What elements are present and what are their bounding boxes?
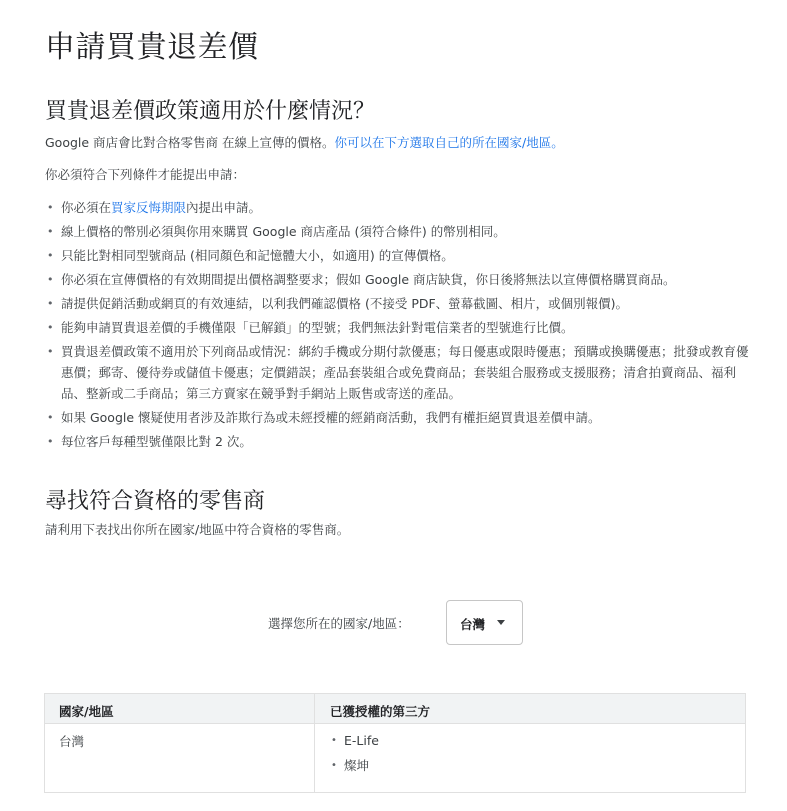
policy-intro xyxy=(45,134,745,152)
policy-intro-text: Google 商店會比對合格零售商 在線上宣傳的價格。 xyxy=(45,135,335,150)
condition-item xyxy=(45,293,755,314)
condition-text: 買貴退差價政策不適用於下列商品或情況：綁約手機或分期付款優惠；每日優惠或限時優惠；預購或換購優惠；批發或教育優惠價；郵寄、優待券或儲值卡優惠；定價錯誤；產品套裝組合或免費商品；套裝組合服務或支援服務；清倉拍賣商品、福利品、整新或二手商品；第三方賣家在競爭對手網站上販售或寄送的產品。 xyxy=(61,344,749,401)
condition-text: 只能比對相同型號商品 (相同顏色和記憶體大小，如適用) 的宣傳價格。 xyxy=(61,248,454,263)
caret-down-icon xyxy=(497,620,505,625)
column-divider xyxy=(314,694,315,792)
return-window-link[interactable]: 買家反悔期限 xyxy=(111,200,187,215)
retailers-heading: 尋找符合資格的零售商 xyxy=(45,489,266,514)
condition-item xyxy=(45,197,755,218)
column-header-country: 國家/地區 xyxy=(59,704,114,719)
country-dropdown[interactable] xyxy=(446,600,523,645)
condition-text: 內提出申請。 xyxy=(186,200,262,215)
country-selector-row xyxy=(0,600,787,646)
condition-item xyxy=(45,341,755,404)
condition-text: 你必須在 xyxy=(61,200,112,215)
column-header-dealers: 已獲授權的第三方 xyxy=(330,704,431,719)
table-cell-country: 台灣 xyxy=(59,734,85,749)
page-title: 申請買貴退差價 xyxy=(45,30,259,65)
condition-item xyxy=(45,407,755,428)
condition-item xyxy=(45,317,755,338)
policy-heading: 買貴退差價政策適用於什麼情況？ xyxy=(45,99,376,124)
condition-item xyxy=(45,245,755,266)
selected-country: 台灣 xyxy=(460,617,486,632)
condition-text: 請提供促銷活動或網頁的有效連結，以利我們確認價格 (不接受 PDF、螢幕截圖、相片，或個別報價)。 xyxy=(61,296,629,311)
country-select-label: 選擇您所在的國家/地區： xyxy=(268,616,410,631)
conditions-list xyxy=(45,197,755,455)
retailers-description: 請利用下表找出你所在國家/地區中符合資格的零售商。 xyxy=(45,522,350,537)
condition-text: 每位客戶每種型號僅限比對 2 次。 xyxy=(61,434,252,449)
condition-item xyxy=(45,431,755,452)
condition-text: 你必須在宣傳價格的有效期間提出價格調整要求；假如 Google 商店缺貨，你日後將無法以宣傳價格購買商品。 xyxy=(61,272,676,287)
dealer-list xyxy=(330,732,379,782)
condition-text: 能夠申請買貴退差價的手機僅限「已解鎖」的型號；我們無法針對電信業者的型號進行比價。 xyxy=(61,320,574,335)
conditions-label: 你必須符合下列條件才能提出申請： xyxy=(45,167,246,182)
select-country-link[interactable]: 你可以在下方選取自己的所在國家/地區。 xyxy=(334,135,564,150)
table-header xyxy=(45,694,745,724)
condition-text: 如果 Google 懷疑使用者涉及詐欺行為或未經授權的經銷商活動，我們有權拒絕買貴退差價申請。 xyxy=(61,410,601,425)
dealer-item: • E-Life xyxy=(330,732,379,750)
dealer-item: • 燦坤 xyxy=(330,757,379,775)
condition-item xyxy=(45,269,755,290)
retailers-table xyxy=(44,693,746,793)
condition-item xyxy=(45,221,755,242)
condition-text: 線上價格的幣別必須與你用來購買 Google 商店產品 (須符合條件) 的幣別相同。 xyxy=(61,224,506,239)
